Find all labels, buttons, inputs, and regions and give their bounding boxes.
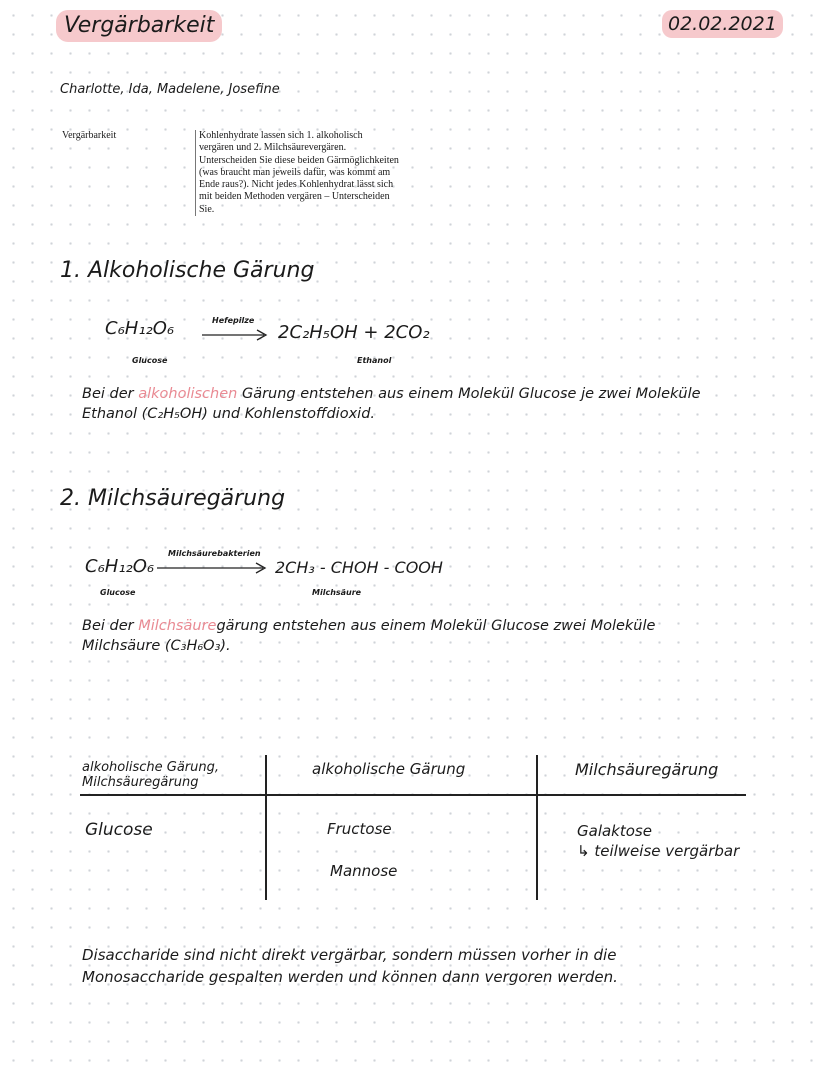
- table-cell-galactose: Galaktose: [577, 822, 652, 840]
- formula-product: 2C₂H₅OH + 2CO₂: [278, 322, 430, 343]
- table-cell-galactose-note: ↳ teilweise vergärbar: [577, 842, 740, 860]
- table-cell-fructose: Fructose: [327, 820, 392, 838]
- formula-product-2: 2CH₃ - CHOH - COOH: [275, 558, 443, 577]
- table-divider-1: [265, 755, 267, 900]
- reactant-label-2: Glucose: [100, 588, 136, 597]
- table-cell-glucose: Glucose: [85, 820, 153, 840]
- paragraph-alcoholic: Bei der alkoholischen Gärung entstehen aus einem Molekül Glucose je zwei Moleküle Ethanol (C₂H₅OH) und Kohlenstoffdioxid.: [82, 386, 701, 422]
- heading-lactic-fermentation: 2. Milchsäuregärung: [60, 486, 286, 511]
- product-label-2: Milchsäure: [312, 588, 362, 597]
- reaction-arrow-2: [155, 561, 270, 575]
- task-text: Kohlenhydrate lassen sich 1. alkoholisch vergären und 2. Milchsäurevergären. Unterscheiden Sie diese beiden Gärmöglichkeiten (was braucht man jeweils dafür, was kommt am Ende raus?). Nicht jedes Kohlenhydrat lässt sich mit beiden Methoden vergären – Unterscheiden Sie.: [195, 130, 399, 216]
- reactant-label: Glucose: [132, 356, 168, 365]
- table-cell-mannose: Mannose: [330, 862, 398, 880]
- table-divider-2: [536, 755, 538, 900]
- formula-reactant: C₆H₁₂O₆: [105, 318, 175, 339]
- formula-reactant-2: C₆H₁₂O₆: [85, 556, 155, 577]
- table-header-alcoholic: alkoholische Gärung: [312, 760, 466, 778]
- heading-alcoholic-fermentation: 1. Alkoholische Gärung: [60, 258, 315, 283]
- paragraph-lactic: Bei der Milchsäuregärung entstehen aus einem Molekül Glucose zwei Moleküle Milchsäure (C₃H₆O₃).: [82, 618, 656, 654]
- catalyst-label: Hefepilze: [212, 316, 255, 325]
- reaction-arrow: [200, 328, 270, 342]
- table-header-both: alkoholische Gärung, Milchsäuregärung: [82, 760, 220, 790]
- date: 02.02.2021: [662, 10, 783, 38]
- page-title: Vergärbarkeit: [56, 10, 222, 42]
- table-header-lactic: Milchsäuregärung: [575, 760, 719, 779]
- catalyst-label-2: Milchsäurebakterien: [168, 549, 261, 558]
- product-label: Ethanol: [357, 356, 392, 365]
- table-header-line: [80, 794, 746, 796]
- authors: Charlotte, Ida, Madelene, Josefine: [60, 82, 280, 97]
- footer-note: Disaccharide sind nicht direkt vergärbar, sondern müssen vorher in die Monosaccharide gespalten werden und können dann vergoren werden.: [82, 946, 618, 986]
- task-label: Vergärbarkeit: [62, 130, 117, 141]
